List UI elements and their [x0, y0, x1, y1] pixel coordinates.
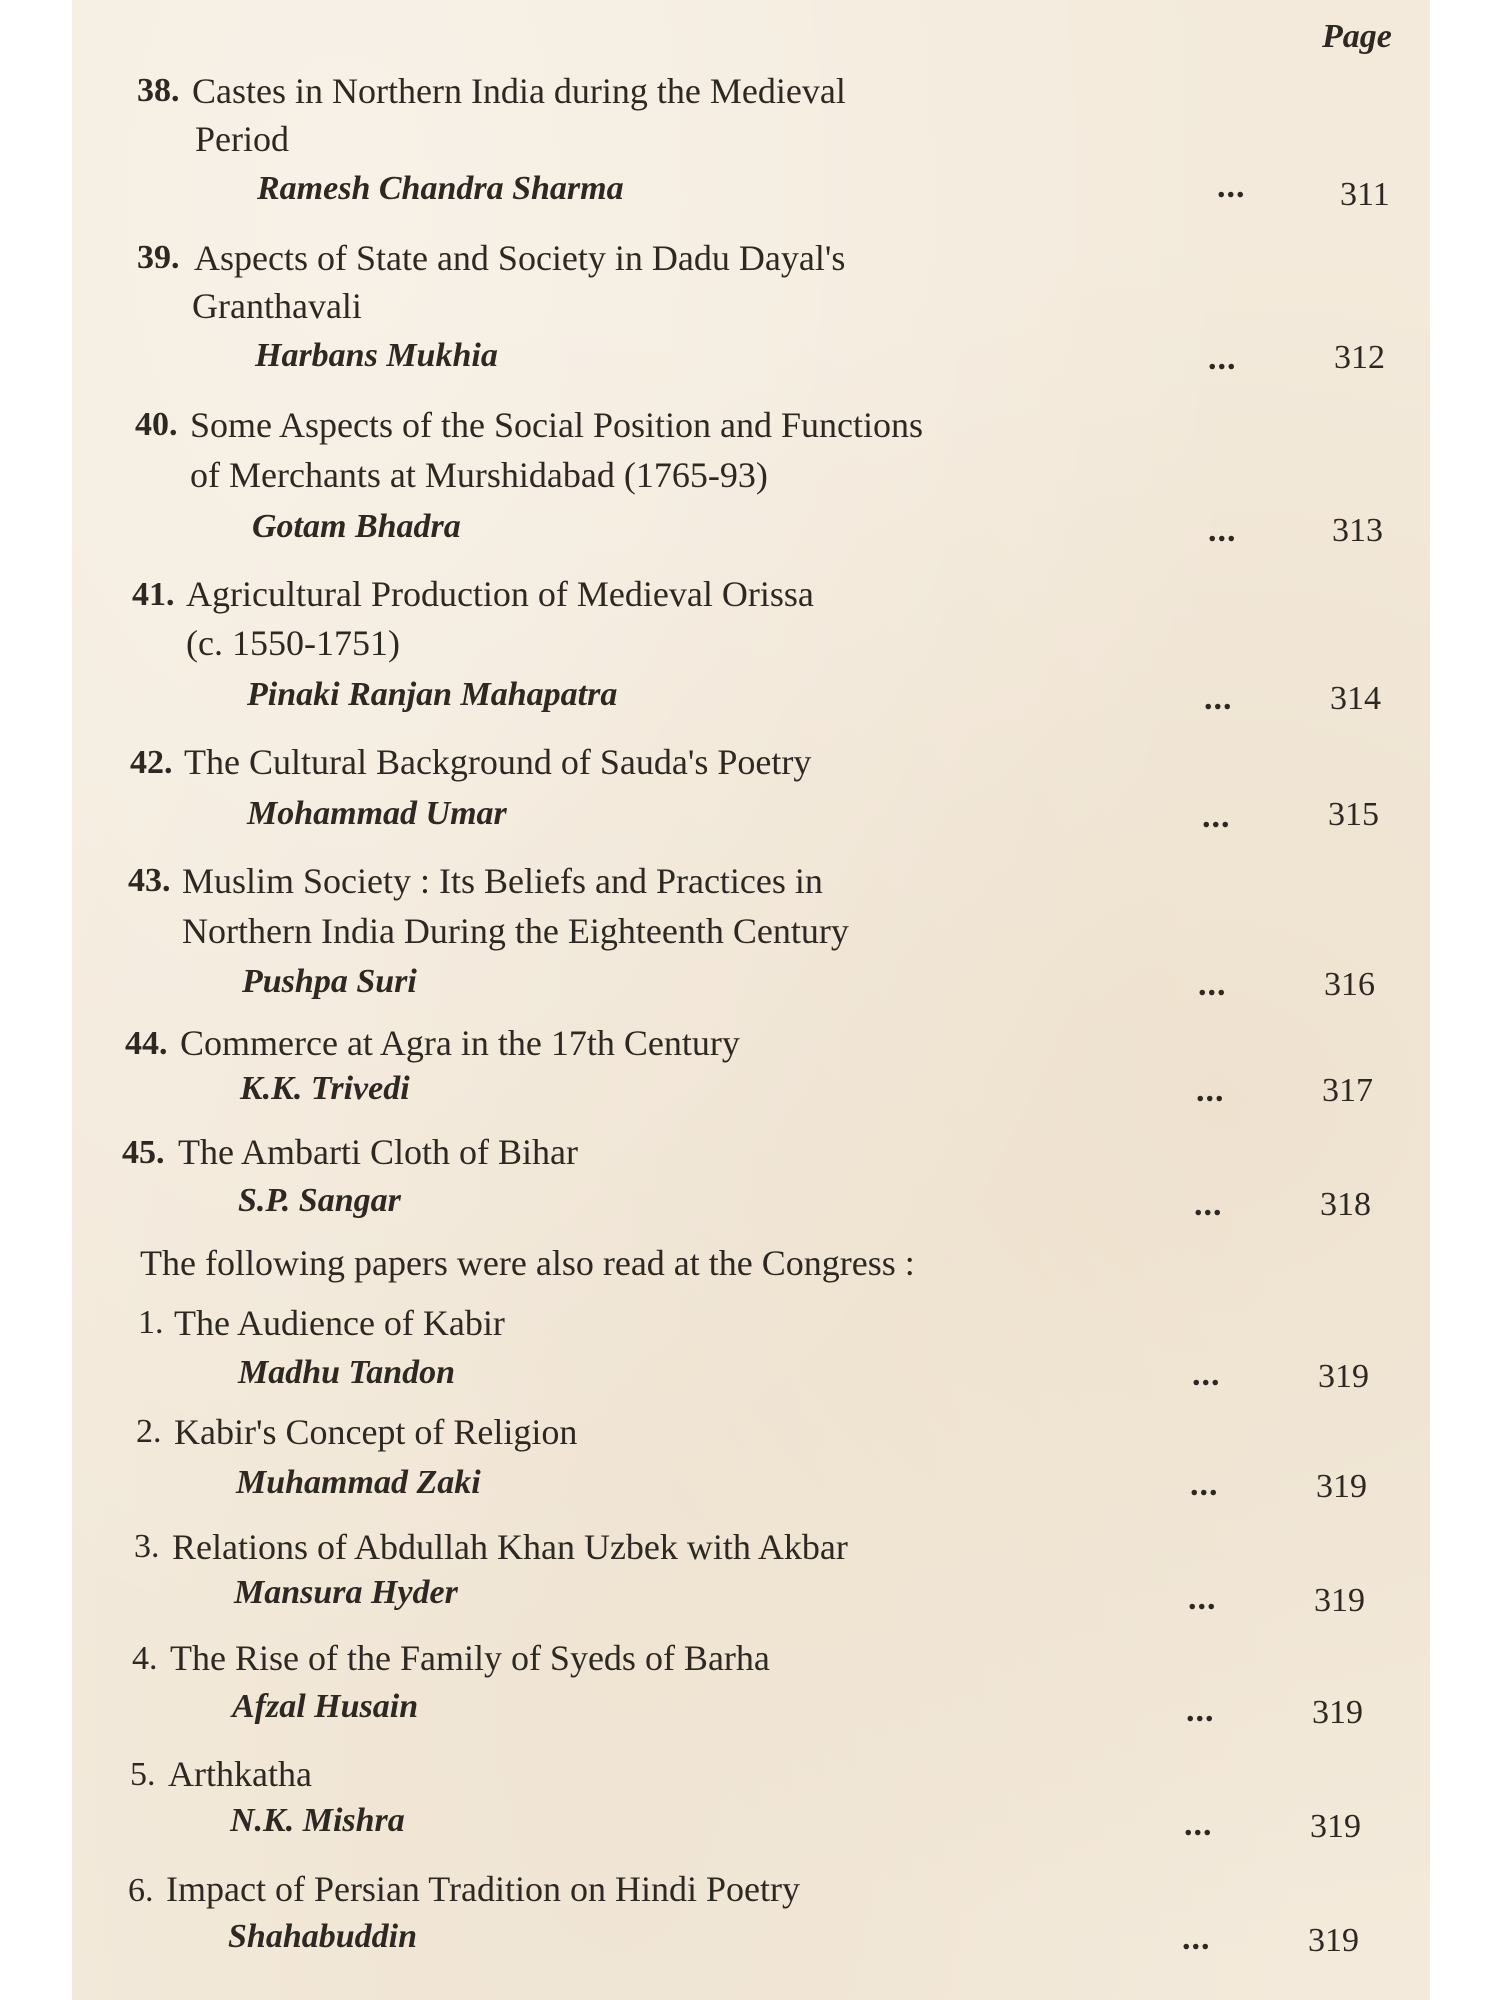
- dot-leader: ...: [1217, 168, 1246, 205]
- entry-page-number: 316: [1324, 966, 1375, 1003]
- entry-number: 39.: [137, 239, 180, 276]
- entry-author: Ramesh Chandra Sharma: [257, 170, 624, 207]
- entry-title-line: The Ambarti Cloth of Bihar: [178, 1132, 578, 1172]
- entry-title-line: (c. 1550-1751): [186, 623, 400, 663]
- entry-page-number: 319: [1318, 1358, 1369, 1395]
- entry-number: 45.: [122, 1134, 165, 1171]
- entry-title-line: Muslim Society : Its Beliefs and Practices in: [182, 861, 823, 901]
- dot-leader: ...: [1198, 966, 1227, 1003]
- entry-author: Gotam Bhadra: [252, 508, 461, 545]
- entry-author: Pinaki Ranjan Mahapatra: [247, 676, 618, 713]
- entry-title-line: Period: [195, 119, 289, 159]
- entry-page-number: 319: [1312, 1694, 1363, 1731]
- entry-page-number: 313: [1332, 512, 1383, 549]
- dot-leader: ...: [1184, 1806, 1213, 1843]
- entry-author: Madhu Tandon: [238, 1354, 456, 1391]
- entry-title-line: Commerce at Agra in the 17th Century: [180, 1023, 740, 1063]
- entry-number: 44.: [125, 1025, 168, 1062]
- entry-title-line: Castes in Northern India during the Medieval: [192, 71, 846, 111]
- entry-number: 5.: [130, 1756, 156, 1793]
- entry-number: 41.: [132, 576, 175, 613]
- dot-leader: ...: [1182, 1920, 1211, 1957]
- entry-page-number: 315: [1328, 796, 1379, 833]
- entry-title-line: Arthkatha: [168, 1754, 312, 1794]
- dot-leader: ...: [1204, 680, 1233, 717]
- entry-title-line: Agricultural Production of Medieval Orissa: [186, 574, 814, 614]
- entry-number: 38.: [137, 72, 180, 109]
- dot-leader: ...: [1186, 1692, 1215, 1729]
- entry-page-number: 312: [1334, 339, 1385, 376]
- entry-title-line: The Cultural Background of Sauda's Poetry: [184, 742, 812, 782]
- entry-author: Harbans Mukhia: [255, 337, 498, 374]
- entry-page-number: 319: [1308, 1922, 1359, 1959]
- entry-page-number: 319: [1316, 1468, 1367, 1505]
- entry-number: 1.: [138, 1304, 164, 1341]
- dot-leader: ...: [1208, 340, 1237, 377]
- dot-leader: ...: [1202, 798, 1231, 835]
- dot-leader: ...: [1188, 1580, 1217, 1617]
- entry-title-line: Northern India During the Eighteenth Century: [182, 911, 849, 951]
- entry-author: Pushpa Suri: [242, 963, 417, 1000]
- entry-number: 3.: [134, 1528, 160, 1565]
- entry-number: 43.: [128, 862, 171, 899]
- dot-leader: ...: [1190, 1466, 1219, 1503]
- entry-title-line: of Merchants at Murshidabad (1765-93): [190, 455, 768, 495]
- entry-author: Afzal Husain: [232, 1688, 419, 1725]
- page-column-header: Page: [1322, 18, 1392, 55]
- entry-title-line: Granthavali: [192, 286, 362, 326]
- entry-title-line: Some Aspects of the Social Position and Functions: [190, 405, 923, 445]
- dot-leader: ...: [1208, 512, 1237, 549]
- entry-number: 4.: [132, 1640, 158, 1677]
- entry-author: Mohammad Umar: [247, 795, 507, 832]
- entry-author: Mansura Hyder: [234, 1574, 458, 1611]
- entry-page-number: 318: [1320, 1186, 1371, 1223]
- entry-author: Muhammad Zaki: [236, 1464, 481, 1501]
- entry-title-line: Aspects of State and Society in Dadu Dayal's: [194, 238, 846, 278]
- entry-page-number: 319: [1310, 1808, 1361, 1845]
- entry-number: 42.: [130, 744, 173, 781]
- entry-page-number: 314: [1330, 680, 1381, 717]
- entry-page-number: 311: [1340, 176, 1390, 213]
- dot-leader: ...: [1194, 1186, 1223, 1223]
- entry-author: S.P. Sangar: [238, 1182, 401, 1219]
- dot-leader: ...: [1196, 1072, 1225, 1109]
- entry-title-line: Kabir's Concept of Religion: [174, 1412, 578, 1452]
- entry-author: N.K. Mishra: [230, 1802, 405, 1839]
- also-read-note: The following papers were also read at the Congress :: [140, 1243, 915, 1283]
- entry-title-line: Relations of Abdullah Khan Uzbek with Akbar: [172, 1527, 848, 1567]
- entry-page-number: 319: [1314, 1582, 1365, 1619]
- entry-number: 6.: [128, 1872, 154, 1909]
- entry-title-line: Impact of Persian Tradition on Hindi Poetry: [166, 1869, 800, 1909]
- entry-number: 2.: [136, 1413, 162, 1450]
- book-page: [72, 0, 1430, 2000]
- entry-title-line: The Audience of Kabir: [174, 1303, 505, 1343]
- entry-title-line: The Rise of the Family of Syeds of Barha: [170, 1638, 770, 1678]
- entry-number: 40.: [135, 406, 178, 443]
- entry-page-number: 317: [1322, 1072, 1373, 1109]
- dot-leader: ...: [1192, 1356, 1221, 1393]
- entry-author: K.K. Trivedi: [240, 1070, 410, 1107]
- entry-author: Shahabuddin: [228, 1918, 417, 1955]
